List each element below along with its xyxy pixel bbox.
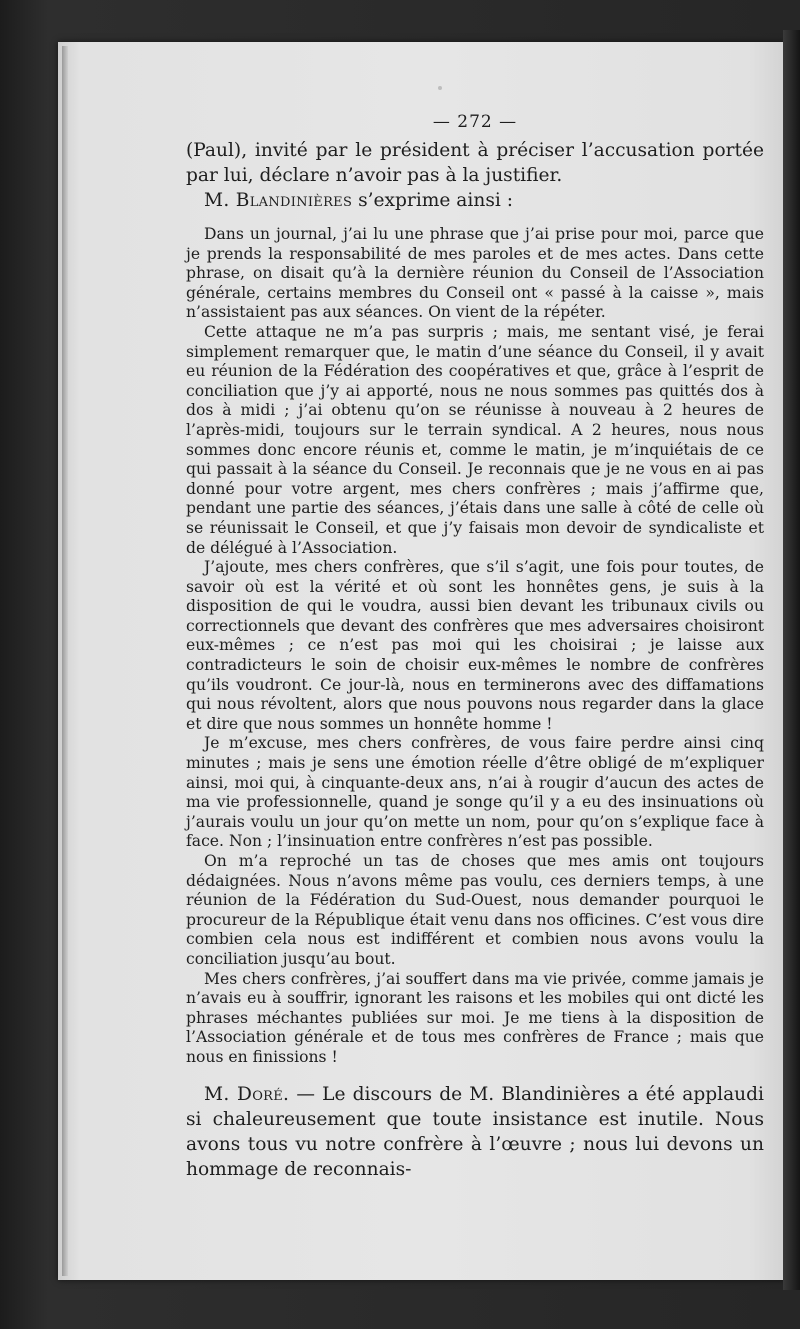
speech-paragraph: On m’a reproché un tas de choses que mes amis ont toujours dédaignées. Nous n’avons même pas voulu, ces derniers temps, à une réunion de la Fédération du Sud-Ouest, nous demander pourquoi le procureur de la République était venu dans nos officines. C’est vous dire combien cela nous est indifférent et combien nous avons voulu la conciliation jusqu’au bout.	[186, 852, 764, 968]
speaker-intro-line	[186, 188, 764, 213]
speaker-name: M. Blandinières	[204, 190, 353, 211]
speech-paragraph: Je m’excuse, mes chers confrères, de vous faire perdre ainsi cinq minutes ; mais je sens une émotion réelle d’être obligé de m’expliquer ainsi, moi qui, à cinquante-deux ans, n’ai à rougir d’aucun des actes de ma vie professionnelle, quand je songe qu’il y a eu des insinuations où j’aurais voulu un jour qu’on mette un nom, pour qu’on s’explique face à face. Non ; l’insinuation entre confrères n’est pas possible.	[186, 734, 764, 851]
speech-paragraph: Cette attaque ne m’a pas surpris ; mais, me sentant visé, je ferai simplement remarquer que, le matin d’une séance du Conseil, il y avait eu réunion de la Fédération des coopératives et que, grâce à l’esprit de conciliation que j’y ai apporté, nous ne nous sommes pas quittés dos à dos à midi ; j’ai obtenu qu’on se réunisse à nouveau à 2 heures de l’après-midi, toujours sur le terrain syndical. A 2 heures, nous nous sommes donc encore réunis et, comme le matin, je m’inquiétais de ce qui passait à la séance du Conseil. Je reconnais que je ne vous en ai pas donné pour votre argent, mes chers confrères ; mais j’affirme que, pendant une partie des séances, j’étais dans une salle à côté de celle où se réunissait le Conseil, et que j’y faisais mon devoir de syndicaliste et de délégué à l’Association.	[186, 322, 764, 557]
ink-speck	[438, 86, 442, 90]
page-binding-edge	[62, 46, 68, 1276]
intro-paragraph: (Paul), invité par le président à préciser l’accusation portée par lui, déclare n’avoir pas à la justifier.	[186, 140, 764, 186]
closing-text: — Le discours de M. Blandinières a été applaudi si chaleureusement que toute insistance est inutile. Nous avons tous vu notre confrère à l’œuvre ; nous lui devons un hommage de reconnais-	[186, 1083, 765, 1180]
speaker-intro-text: s’exprime ainsi :	[352, 190, 513, 211]
speech-paragraph: J’ajoute, mes chers confrères, que s’il s’agit, une fois pour toutes, de savoir où est la vérité et où sont les honnêtes gens, je suis à la disposition de qui le voudra, aussi bien devant les tribunaux civils ou correctionnels que devant des confrères que mes adversaires choisiront eux-mêmes ; ce n’est pas moi qui les choisirai ; je laisse aux contradicteurs le soin de choisir eux-mêmes le nombre de confrères qu’ils voudront. Ce jour-là, nous en terminerons avec des diffamations qui nous révoltent, alors que nous pouvons nous regarder dans la glace et dire que nous sommes un honnête homme !	[186, 558, 764, 733]
page-number: — 272 —	[432, 112, 518, 132]
page-text	[186, 112, 764, 1182]
closing-speaker-name: M. Doré.	[204, 1083, 290, 1105]
speech-paragraph: Dans un journal, j’ai lu une phrase que j’ai prise pour moi, parce que je prends la responsabilité de mes paroles et de mes actes. Dans cette phrase, on disait qu’à la dernière réunion du Conseil de l’Association générale, certains membres du Conseil ont « passé à la caisse », mais n’assistaient pas aux séances. On vient de la répéter.	[186, 225, 764, 322]
speech-paragraph: Mes chers confrères, j’ai souffert dans ma vie privée, comme jamais je n’avais eu à souffrir, ignorant les raisons et les mobiles qui ont dicté les phrases méchantes publiées sur moi. Je me tiens à la disposition de l’Association générale et de tous mes confrères de France ; mais que nous en finissions !	[186, 969, 764, 1066]
book-right-edge	[783, 30, 800, 1290]
closing-paragraph	[186, 1082, 764, 1182]
